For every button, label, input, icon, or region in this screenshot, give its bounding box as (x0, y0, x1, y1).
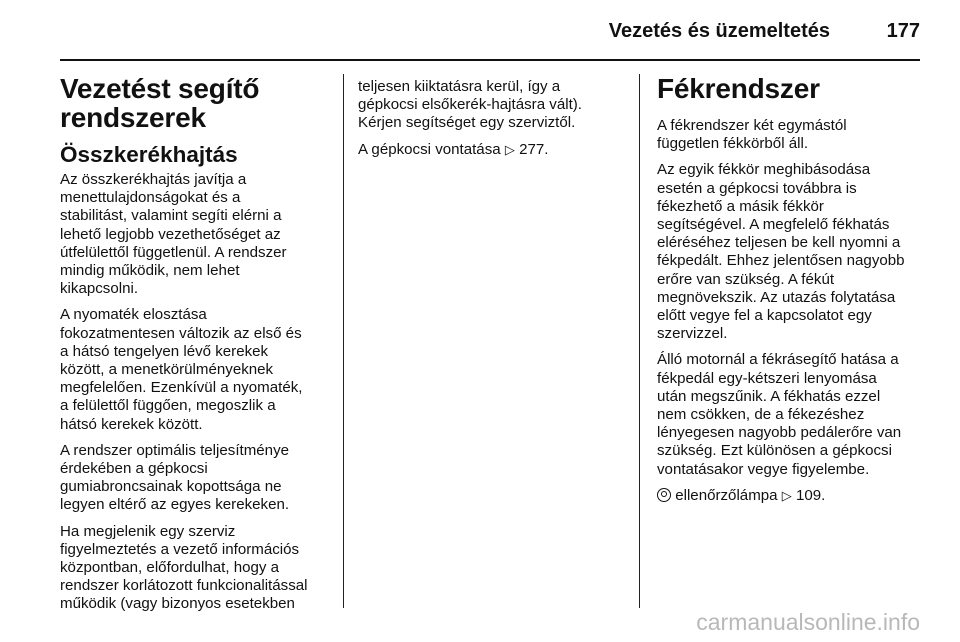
xref-text: ellenőrzőlámpa (675, 486, 778, 504)
column-2 (358, 78, 620, 167)
header-rule (60, 59, 920, 61)
paragraph (657, 161, 925, 343)
text-line: nem csökken, de a fékezéshez (657, 406, 865, 424)
text-line: független fékkörből áll. (657, 135, 809, 153)
text-line: fékpedált. Ehhez jelentősen nagyobb (657, 252, 905, 270)
text-line: a hátsó tengelyen lévő kerekek (60, 342, 269, 360)
paragraph (657, 351, 925, 478)
text-line: erőre van szükség. A fékút (657, 270, 835, 288)
text-line: fékezhető a másik fékkör (657, 197, 824, 215)
text-line: a felülettől függően, megoszlik a (60, 397, 276, 415)
paragraph (657, 117, 925, 153)
column-3 (657, 74, 925, 513)
text-line: előtt vegye fel a kapcsolatot egy (657, 307, 872, 325)
text-line: segítségével. A megfelelő fékhatás (657, 216, 890, 234)
paragraph (358, 78, 620, 133)
text-line: központban, előfordulhat, hogy a (60, 559, 280, 577)
text-line: fokozatmentesen változik az első és (60, 324, 302, 342)
text-line: A rendszer optimális teljesítménye (60, 441, 290, 459)
text-line: Álló motornál a fékrásegítő hatása a (657, 351, 899, 369)
text-line: stabilitást, valamint segíti elérni a (60, 207, 282, 225)
text-line: rendszer korlátozott funkcionalitással (60, 577, 308, 595)
text-line: Kérjen segítséget egy szerviztől. (358, 114, 576, 132)
paragraph (60, 523, 332, 614)
text-line: Az összkerékhajtás javítja a (60, 171, 247, 188)
text-line: kikapcsolni. (60, 280, 139, 298)
text-line: vontatásakor vegye figyelembe. (657, 460, 870, 478)
text-line: között, a menetkörülményeknek (60, 361, 274, 379)
cross-reference[interactable] (657, 487, 925, 505)
text-line: Az egyik fékkör meghibásodása (657, 161, 871, 179)
paragraph (60, 306, 332, 433)
text-line: gépkocsi elsőkerék-hajtásra vált). (358, 96, 582, 114)
text-line: gumiabroncsainak kopottsága ne (60, 478, 282, 496)
section-heading: Fékrendszer (657, 73, 820, 104)
page-header (60, 14, 920, 48)
section-heading-line: Vezetést segítő (60, 73, 260, 104)
text-line: szervizzel. (657, 325, 728, 343)
text-line: figyelmeztetés a vezető információs (60, 540, 300, 558)
running-title: Vezetés és üzemeltetés (608, 20, 830, 42)
text-line: Ha megjelenik egy szerviz (60, 522, 236, 540)
text-line: esetén a gépkocsi továbbra is (657, 179, 857, 197)
watermark: carmanualsonline.info (696, 609, 920, 635)
text-line: működik (vagy bizonyos esetekben (60, 595, 295, 613)
page-number: 177 (886, 20, 920, 42)
text-line: lényegesen nagyobb pedálerőre van (657, 424, 902, 442)
xref-arrow-icon: ▷ (781, 487, 792, 503)
subsection-heading: Összkerékhajtás (60, 142, 238, 167)
xref-arrow-icon: ▷ (504, 141, 515, 157)
text-line: érdekében a gépkocsi (60, 460, 208, 478)
text-line: A fékrendszer két egymástól (657, 117, 847, 134)
cross-reference[interactable] (358, 141, 620, 159)
column-1 (60, 74, 332, 622)
text-line: mindig működik, nem lehet (60, 262, 240, 280)
text-line: szükség. Ezt különösen a gépkocsi (657, 442, 892, 460)
xref-text: A gépkocsi vontatása (358, 140, 501, 158)
text-line: teljesen kiiktatásra kerül, így a (358, 78, 561, 95)
column-divider-1 (343, 74, 344, 608)
xref-page[interactable]: 109. (795, 486, 826, 504)
text-line: útfelülettől függetlenül. A rendszer (60, 243, 287, 261)
text-line: eléréséhez teljesen be kell nyomni a (657, 234, 901, 252)
paragraph (60, 171, 332, 298)
section-heading-line: rendszerek (60, 102, 206, 133)
section-heading (60, 74, 332, 132)
text-line: A nyomaték elosztása (60, 306, 207, 324)
paragraph (60, 442, 332, 515)
text-line: lehető legjobb vezethetőséget az (60, 225, 281, 243)
text-line: megnövekszik. Az utazás folytatása (657, 288, 896, 306)
text-line: után megszűnik. A fékhatás ezzel (657, 387, 881, 405)
text-line: menettulajdonságokat és a (60, 189, 241, 207)
text-line: hátsó kerekek között. (60, 415, 203, 433)
text-line: legyen eltérő az egyes kerekeken. (60, 496, 290, 514)
text-line: megfelelően. Ezenkívül a nyomaték, (60, 379, 303, 397)
column-divider-2 (639, 74, 640, 608)
text-line: fékpedál egy-kétszeri lenyomása (657, 369, 877, 387)
xref-page[interactable]: 277. (519, 140, 549, 158)
brake-warning-lamp-icon (657, 488, 671, 502)
